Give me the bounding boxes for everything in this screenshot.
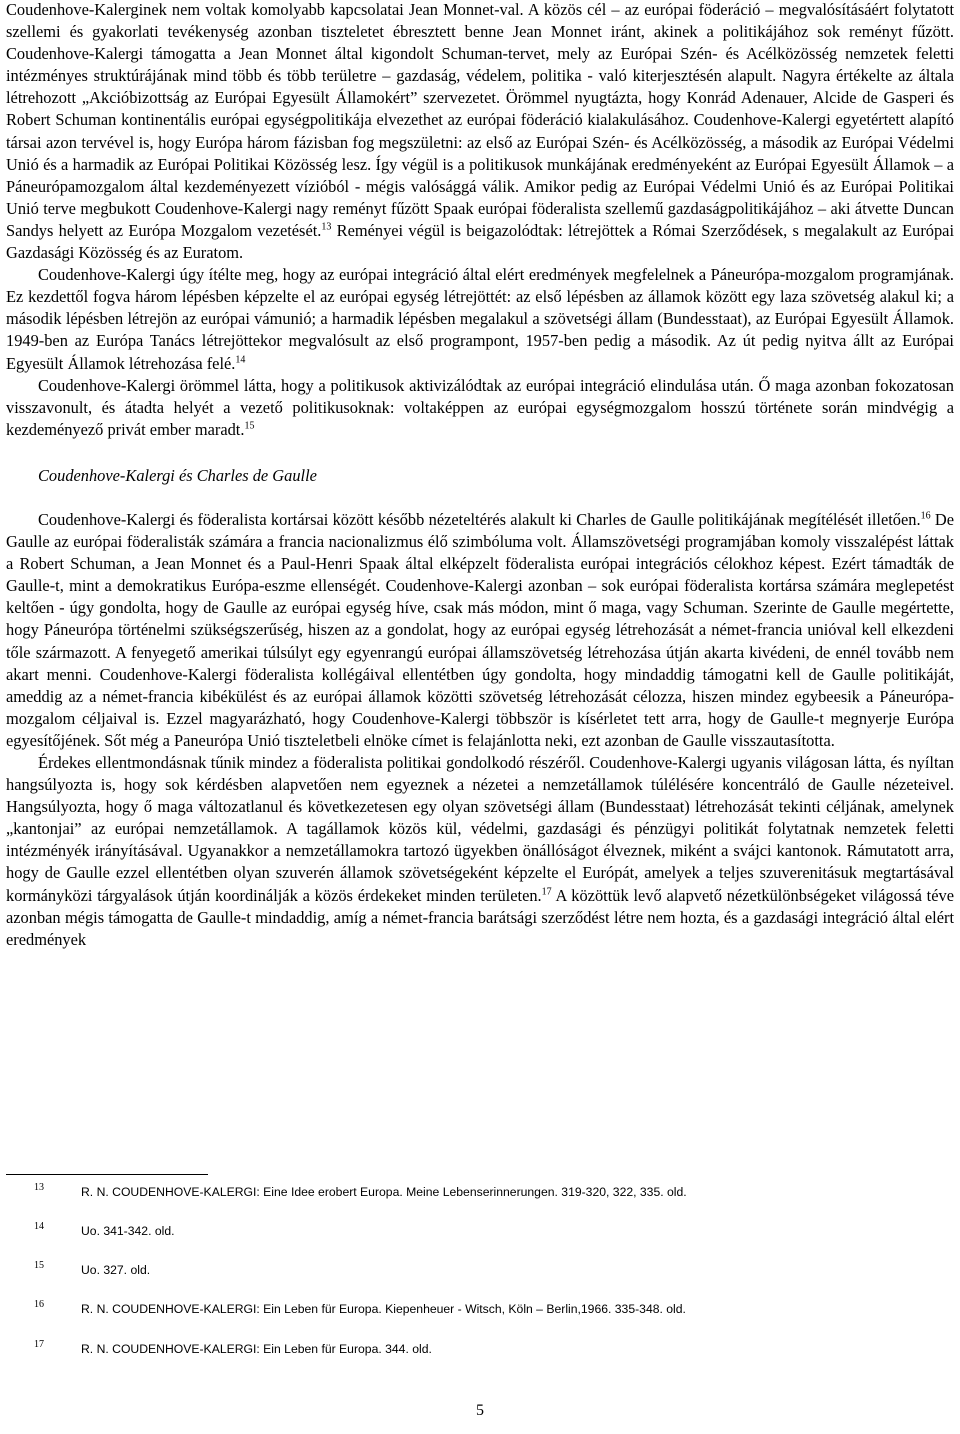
paragraph-text: Coudenhove-Kalergi úgy ítélte meg, hogy az európai integráció által elért eredmények megfelelnek a Páneurópa-mozgalom programjának. Ez kezdettől fogva három lépésben képzelte el az európai egység létrejöttét: az első lépésben az államok között egy laza szövetség alakul ki; a második lépésben létrejön az európai vámunió; a harmadik lépésben megalakul a szövetségi állam (Bundesstaat), az Európai Egyesült Államok. 1949-ben az Európa Tanács létrejöttekor megvalósult az első programpont, 1957-ben pedig a második. Az út pedig nyitva állt az Európai Egyesült Államok létrehozása felé.	[6, 265, 954, 373]
footnote-text: R. N. COUDENHOVE-KALERGI: Eine Idee erobert Europa. Meine Lebenserinnerungen. 319-320, 322, 335. old.	[81, 1185, 687, 1199]
footnote-text: Uo. 327. old.	[81, 1263, 151, 1277]
paragraph	[6, 752, 954, 951]
footnote-ref: 15	[244, 420, 255, 432]
paragraph-text-cont: A közöttük levő alapvető nézetkülönbségeket világossá téve azonban mégis támogatta de Gaulle-t mindaddig, amíg a német-francia barátsági szerződést létre nem hozta, és a gazdasági integráció által elért eredmények	[6, 885, 954, 949]
footnote-ref: 14	[235, 354, 246, 366]
footnote-number: 13	[34, 1182, 44, 1193]
footnote-separator	[6, 1174, 208, 1175]
footnote-number: 16	[34, 1299, 44, 1310]
paragraph	[6, 264, 954, 374]
footnote-ref: 13	[321, 221, 332, 233]
body-text	[6, 0, 954, 951]
paragraph-text: Coudenhove-Kalergi örömmel látta, hogy a politikusok aktivizálódtak az európai integráció elindulása után. Ő maga azonban fokozatosan visszavonult, és átadta helyét a vezető politikusoknak: voltaképpen az európai egységmozgalom hosszú története során mindvégig a kezdeményező privát ember maradt.	[6, 375, 954, 439]
footnote-text: Uo. 341-342. old.	[81, 1224, 175, 1238]
footnote-text: R. N. COUDENHOVE-KALERGI: Ein Leben für Europa. Kiepenheuer - Witsch, Köln – Berlin,1966. 335-348. old.	[81, 1302, 686, 1316]
paragraph	[6, 0, 954, 264]
footnote	[0, 1337, 960, 1357]
footnote	[0, 1258, 960, 1278]
paragraph-text: Coudenhove-Kalergi és föderalista kortársai között később nézeteltérés alakult ki Charles de Gaulle politikájának megítélését illetően.	[38, 509, 921, 529]
footnote	[0, 1219, 960, 1239]
paragraph-text-cont: Reményei végül is beigazolódtak: létrejöttek a Római Szerződések, s megalakult az Európai Gazdasági Közösség és az Euratom.	[6, 220, 954, 263]
paragraph-text: Coudenhove-Kalerginek nem voltak komolyabb kapcsolatai Jean Monnet-val. A közös cél – az európai föderáció – megvalósításáért folytatott szellemi és gyakorlati tevékenység azonban tiszteletet ébresztett benne Jean Monnet iránt, akinek a politikájához sok reményt fűzött. Coudenhove-Kalergi támogatta a Jean Monnet által kigondolt Schuman-tervet, mely az Európai Szén- és Acélközösség nemzetek feletti intézményes struktúrájának mind több és több területre – gazdaság, védelem, politika - való kiterjesztésén alapult. Nagyra értékelte az általa létrehozott „Akcióbizottság az Európai Egyesült Államokért” szervezetet. Örömmel nyugtázta, hogy Konrád Adenauer, Alcide de Gasperi és Robert Schuman kontinentális európai egységpolitikája elvezethet az európai föderáció kialakulásához. Coudenhove-Kalergi egyetértett alapító társai azon tervével is, hogy Európa három fázisban fog megszületni: az első az Európai Szén- és Acélközösség, a második az Európai Védelmi Unió és a harmadik az Európai Politikai Közösség lesz. Így végül is a politikusok munkájának eredményeként az Európai Egyesült Államok – a Páneurópamozgalom által kezdeményezett vízióból - mégis valósággá válik. Amikor pedig az Európai Védelmi Unió és az Európai Politikai Unió terve megbukott Coudenhove-Kalergi nagy reményt fűzött Spaak európai föderalista szellemű gazdaságpolitikájához – aki átvette Duncan Sandys helyett az Európa Mozgalom vezetését.	[6, 0, 954, 240]
footnote-number: 14	[34, 1221, 44, 1232]
section-heading: Coudenhove-Kalergi és Charles de Gaulle	[38, 465, 317, 485]
footnote-number: 17	[34, 1339, 44, 1350]
paragraph	[6, 375, 954, 441]
footnote	[0, 1180, 960, 1200]
footnote	[0, 1297, 960, 1317]
footnote-ref: 16	[920, 510, 931, 522]
footnote-number: 15	[34, 1260, 44, 1271]
paragraph	[6, 509, 954, 752]
paragraph-text-cont: De Gaulle az európai föderalisták számára a francia nacionalizmus élő szimbóluma volt. Államszövetségi programjában komoly visszalépést láttak a Robert Schuman, a Jean Monnet és a Paul-Henri Spaak által elképzelt föderalista európai integrációs célokhoz képest. Ezért támadták de Gaulle-t, mint a demokratikus Európa-eszme ellenségét. Coudenhove-Kalergi azonban – sok európai föderalista kortársa számára meglepetést keltően - úgy gondolta, hogy de Gaulle az európai egység híve, csak más módon, mint ő maga, vagy Schuman. Szerinte de Gaulle megértette, hogy Páneurópa történelmi szükségszerűség, hiszen az a gondolat, hogy az európai egység létrehozását a német-francia unióval kell elkezdeni tőle származott. A fenyegető amerikai túlsúlyt egy egyenrangú európai államszövetség létrehozása útján akarta kivédeni, de ennél tovább nem akart menni. Coudenhove-Kalergi föderalista kollégáival ellentétben úgy gondolta, hogy mindaddig támogatni kell de Gaulle politikáját, ameddig az a német-francia kibékülést és az európai államok közötti szövetség létrehozását célozza, hiszen mindez egybeesik a Páneurópa-mozgalom céljaival is. Ezzel magyarázható, hogy Coudenhove-Kalergi többször is kísérletet tett arra, hogy de Gaulle-t megnyerje Európa egyesítőjének. Sőt még a Paneurópa Unió tiszteletbeli elnöke címet is felajánlotta neki, ezt azonban de Gaulle visszautasította.	[6, 509, 954, 750]
page-number: 5	[476, 1402, 484, 1419]
footnote-text: R. N. COUDENHOVE-KALERGI: Ein Leben für Europa. 344. old.	[81, 1342, 432, 1356]
footnote-ref: 17	[541, 886, 552, 898]
paragraph-text: Érdekes ellentmondásnak tűnik mindez a föderalista politikai gondolkodó részéről. Coudenhove-Kalergi ugyanis világosan látta, és nyíltan hangsúlyozta is, hogy sok kérdésben alapvetően nem egyeznek a nézetei a nemzetállamok túlélésére koncentráló de Gaulle nézeteivel. Hangsúlyozta, hogy ő maga változatlanul és következetesen egy olyan szövetségi állam (Bundesstaat) létrehozását tekinti céljának, amelynek „kantonjai” az európai nemzetállamok. A tagállamok közös kül, védelmi, gazdasági és pénzügyi politikát folytatnak nemzetek feletti intézményék irányításával. Ugyanakkor a nemzetállamokra tartozó ügyekben önállóságot élveznek, miként a svájci kantonok. Rámutatott arra, hogy de Gaulle ezzel ellentétben olyan szuverén államok szövetségeként képzelte el Európát, amelyek a teljes szuverenitásuk megtartásával kormányközi tárgyalások útján koordinálják a közös érdekeket minden területen.	[6, 753, 954, 905]
